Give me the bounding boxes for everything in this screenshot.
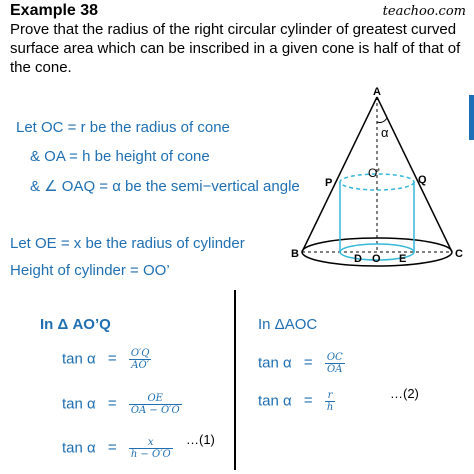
left-eq2-num: OE	[147, 393, 163, 404]
right-eq2-num: r	[327, 390, 333, 401]
left-eq3-eq: =	[107, 439, 117, 457]
right-eq2-den: h	[326, 402, 334, 413]
left-eq2-lhs: tan α	[62, 395, 96, 413]
left-eq2-eq: =	[107, 395, 117, 413]
label-b: B	[291, 248, 299, 260]
right-eq1-num: OC	[326, 352, 343, 363]
left-eq2	[62, 393, 182, 416]
left-eq1-num: O′Q	[130, 348, 150, 359]
example-title: Example 38	[10, 2, 99, 19]
problem-statement: Prove that the radius of the right circular cylinder of greatest curved surface area which can be inscribed in a given cone is half of that of the cone.	[10, 21, 461, 76]
right-heading: In ΔAOC	[258, 316, 318, 333]
left-eq3-lhs: tan α	[62, 439, 96, 457]
label-p: P	[325, 177, 333, 189]
label-o: O	[372, 253, 381, 265]
right-eq2	[258, 390, 335, 413]
left-eq3	[62, 437, 173, 460]
angle-line: & ∠ OAQ = α be the semi−vertical angle	[30, 178, 300, 195]
left-eq1-eq: =	[107, 350, 117, 368]
section-divider	[234, 290, 236, 470]
right-eq2-lhs: tan α	[258, 392, 292, 410]
left-eq1-lhs: tan α	[62, 350, 96, 368]
left-eq3-tag: …(1)	[186, 432, 215, 447]
left-eq3-frac	[129, 437, 173, 460]
right-eq1-den: OA	[325, 363, 345, 375]
brand-logo: teachoo.com	[382, 4, 466, 19]
label-o-prime: O’	[368, 166, 380, 180]
right-eq1-eq: =	[303, 354, 313, 372]
label-e: E	[399, 253, 407, 265]
label-a: A	[373, 86, 381, 98]
let-oc-line: Let OC = r be the radius of cone	[16, 119, 230, 136]
left-eq1-den: AO′	[129, 359, 152, 371]
right-eq1	[258, 352, 345, 375]
alpha-arc	[377, 118, 387, 123]
right-eq2-frac	[325, 390, 335, 413]
left-eq3-num: x	[147, 437, 154, 448]
label-alpha: α	[381, 125, 389, 140]
label-d: D	[354, 253, 362, 265]
left-eq1	[62, 348, 151, 371]
cylinder-height-line: Height of cylinder = OO’	[10, 262, 170, 279]
right-eq2-eq: =	[303, 392, 313, 410]
right-eq2-tag: …(2)	[390, 386, 419, 401]
right-eq1-lhs: tan α	[258, 354, 292, 372]
left-eq3-den: h − O′O	[130, 449, 171, 460]
left-eq1-frac	[129, 348, 152, 371]
let-oe-line: Let OE = x be the radius of cylinder	[10, 235, 245, 252]
right-eq1-frac	[325, 352, 345, 375]
left-eq2-frac	[129, 393, 182, 416]
label-q: Q	[418, 174, 427, 186]
left-eq2-den: OA − O′O	[130, 405, 180, 416]
label-c: C	[455, 248, 463, 260]
left-heading: In Δ AO’Q	[40, 316, 111, 333]
let-oa-line: & OA = h be height of cone	[30, 148, 210, 165]
